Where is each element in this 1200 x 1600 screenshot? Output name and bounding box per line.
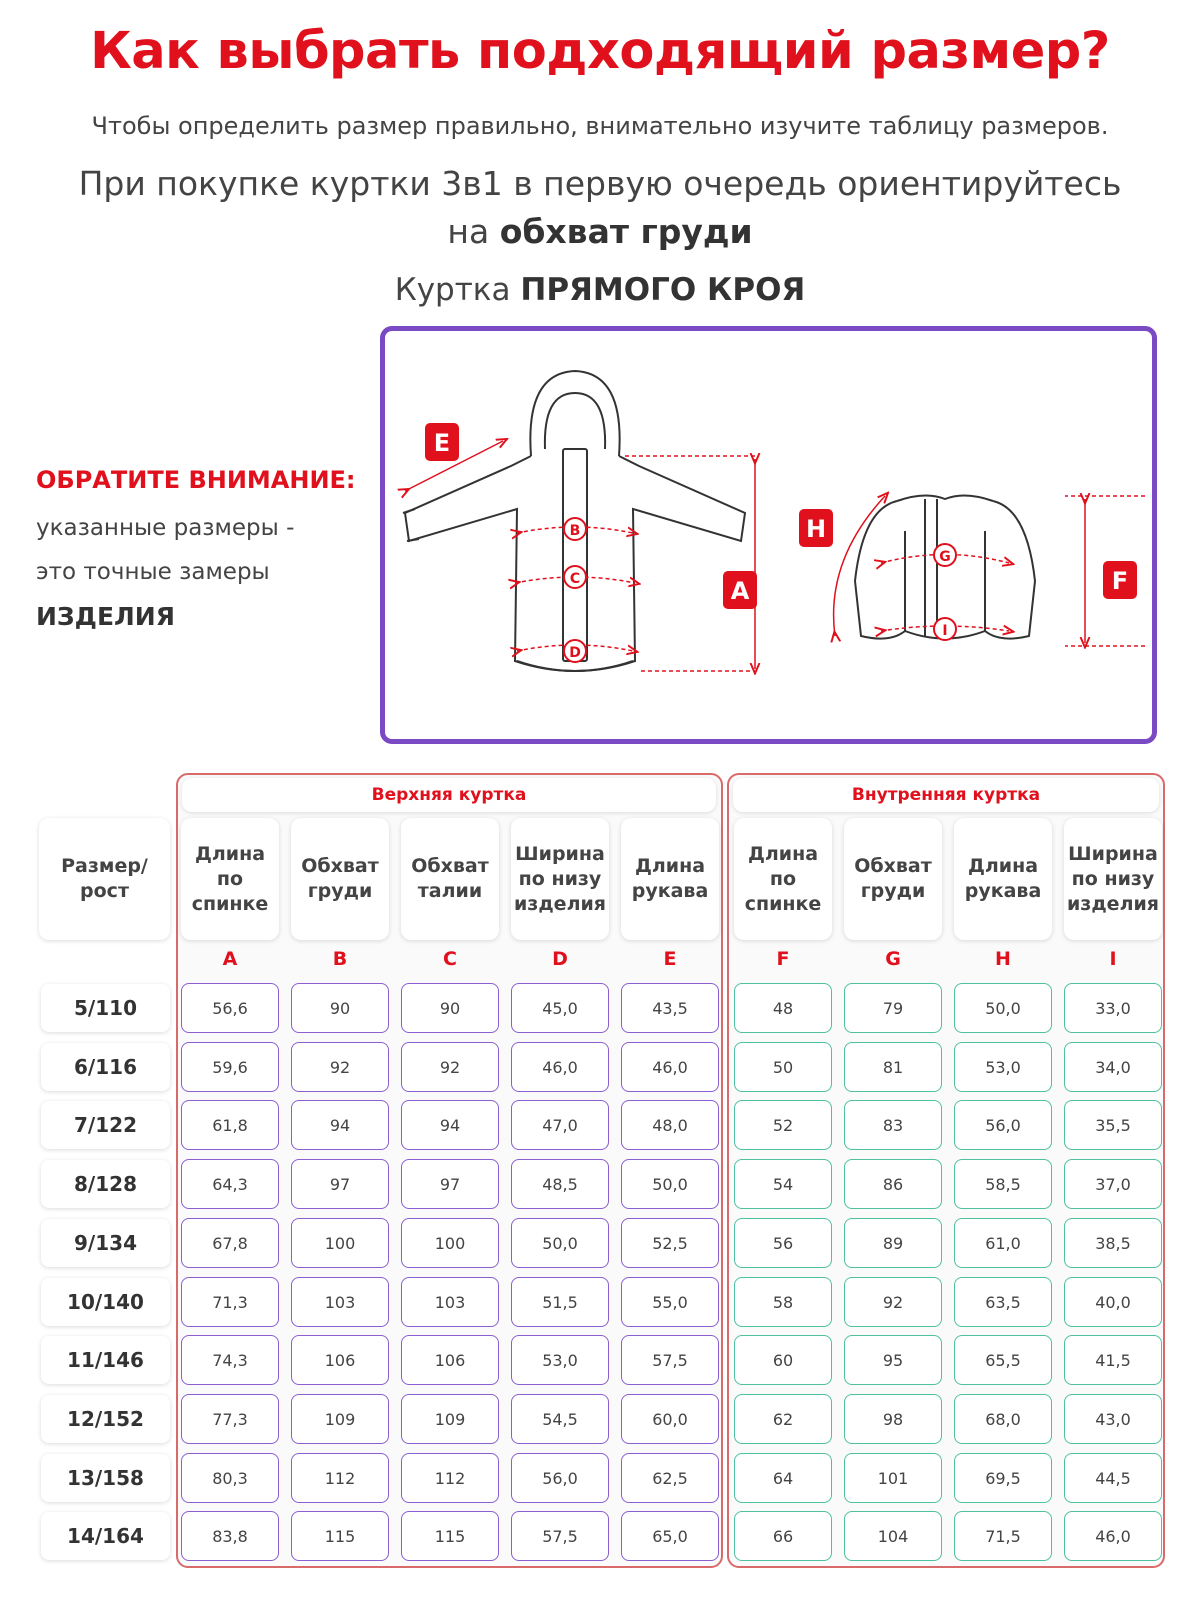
label-D: D: [569, 645, 581, 661]
jacket-diagram-panel: [380, 326, 1157, 744]
outer-value-cell: 109: [291, 1394, 389, 1444]
inner-value-cell: 79: [844, 983, 942, 1033]
label-H-marker: [799, 509, 833, 547]
outer-value-cell: 48,5: [511, 1159, 609, 1209]
inner-value-cell: 92: [844, 1277, 942, 1327]
inner-value-cell: 61,0: [954, 1218, 1052, 1268]
attention-line-2: это точные замеры: [36, 559, 270, 585]
inner-value-cell: 60: [734, 1335, 832, 1385]
label-E-marker: [425, 423, 459, 461]
outer-value-cell: 65,0: [621, 1511, 719, 1561]
outer-value-cell: 92: [291, 1042, 389, 1092]
inner-value-cell: 37,0: [1064, 1159, 1162, 1209]
outer-col-header-e: Длина рукава: [621, 818, 719, 940]
inner-value-cell: 83: [844, 1100, 942, 1150]
outer-value-cell: 100: [291, 1218, 389, 1268]
inner-value-cell: 66: [734, 1511, 832, 1561]
outer-group-title: Верхняя куртка: [371, 785, 527, 805]
outer-value-cell: 112: [291, 1453, 389, 1503]
label-G-marker: [934, 544, 956, 566]
inner-col-letter-f: F: [776, 948, 790, 970]
outer-value-cell: 59,6: [181, 1042, 279, 1092]
outer-value-cell: 54,5: [511, 1394, 609, 1444]
outer-col-header-c: Обхват талии: [401, 818, 499, 940]
outer-value-cell: 80,3: [181, 1453, 279, 1503]
outer-col-letter-d: D: [552, 948, 568, 970]
subtitle-chest-note: [0, 160, 1200, 256]
outer-value-cell: 60,0: [621, 1394, 719, 1444]
inner-value-cell: 56,0: [954, 1100, 1052, 1150]
outer-value-cell: 97: [401, 1159, 499, 1209]
subtitle-chest-line1: При покупке куртки 3в1 в первую очередь ориентируйтесь: [78, 164, 1122, 203]
inner-value-cell: 98: [844, 1394, 942, 1444]
outer-value-cell: 92: [401, 1042, 499, 1092]
label-A: A: [730, 577, 750, 605]
outer-col-letter-e: E: [663, 948, 677, 970]
inner-value-cell: 62: [734, 1394, 832, 1444]
outer-value-cell: 46,0: [621, 1042, 719, 1092]
cut-prefix: Куртка: [394, 272, 511, 308]
outer-value-cell: 106: [401, 1335, 499, 1385]
outer-group-title-bar: [182, 778, 716, 812]
inner-col-header-g: Обхват груди: [844, 818, 942, 940]
attention-heading: ОБРАТИТЕ ВНИМАНИЕ:: [36, 466, 356, 494]
outer-value-cell: 47,0: [511, 1100, 609, 1150]
inner-value-cell: 64: [734, 1453, 832, 1503]
row-size-label: 10/140: [41, 1278, 170, 1326]
inner-value-cell: 81: [844, 1042, 942, 1092]
label-B-marker: [564, 518, 586, 540]
inner-value-cell: 58,5: [954, 1159, 1052, 1209]
outer-value-cell: 61,8: [181, 1100, 279, 1150]
outer-col-letter-a: A: [222, 948, 238, 970]
inner-value-cell: 50: [734, 1042, 832, 1092]
label-E: E: [433, 429, 451, 457]
inner-value-cell: 50,0: [954, 983, 1052, 1033]
outer-value-cell: 71,3: [181, 1277, 279, 1327]
outer-value-cell: 48,0: [621, 1100, 719, 1150]
outer-value-cell: 52,5: [621, 1218, 719, 1268]
row-size-label: 8/128: [41, 1160, 170, 1208]
inner-value-cell: 35,5: [1064, 1100, 1162, 1150]
outer-value-cell: 64,3: [181, 1159, 279, 1209]
page-title: Как выбрать подходящий размер?: [90, 22, 1110, 81]
label-C: C: [569, 571, 581, 587]
inner-group-title: Внутренняя куртка: [851, 785, 1041, 805]
row-size-label: 5/110: [41, 984, 170, 1032]
inner-value-cell: 89: [844, 1218, 942, 1268]
label-F: F: [1111, 567, 1129, 595]
row-size-label: 7/122: [41, 1101, 170, 1149]
outer-col-header-d: Ширина по низу изделия: [511, 818, 609, 940]
outer-col-letter-c: C: [443, 948, 457, 970]
outer-value-cell: 94: [401, 1100, 499, 1150]
inner-value-cell: 104: [844, 1511, 942, 1561]
outer-value-cell: 115: [291, 1511, 389, 1561]
row-size-label: 9/134: [41, 1219, 170, 1267]
subtitle-chest-bold: обхват груди: [499, 212, 753, 251]
outer-value-cell: 74,3: [181, 1335, 279, 1385]
inner-value-cell: 48: [734, 983, 832, 1033]
subtitle-instruction: Чтобы определить размер правильно, внимательно изучите таблицу размеров.: [91, 112, 1109, 140]
inner-value-cell: 38,5: [1064, 1218, 1162, 1268]
row-size-label: 14/164: [41, 1512, 170, 1560]
inner-value-cell: 95: [844, 1335, 942, 1385]
outer-value-cell: 56,0: [511, 1453, 609, 1503]
outer-value-cell: 57,5: [621, 1335, 719, 1385]
inner-value-cell: 101: [844, 1453, 942, 1503]
label-I: I: [942, 623, 948, 639]
outer-value-cell: 50,0: [621, 1159, 719, 1209]
inner-value-cell: 53,0: [954, 1042, 1052, 1092]
outer-value-cell: 109: [401, 1394, 499, 1444]
label-F-marker: [1103, 561, 1137, 599]
inner-value-cell: 44,5: [1064, 1453, 1162, 1503]
cut-bold: ПРЯМОГО КРОЯ: [520, 272, 806, 308]
outer-value-cell: 67,8: [181, 1218, 279, 1268]
label-H: H: [805, 515, 827, 543]
inner-value-cell: 33,0: [1064, 983, 1162, 1033]
inner-value-cell: 34,0: [1064, 1042, 1162, 1092]
attention-line-1: указанные размеры -: [36, 515, 295, 541]
attention-bold: ИЗДЕЛИЯ: [36, 602, 175, 631]
inner-value-cell: 71,5: [954, 1511, 1052, 1561]
inner-col-header-i: Ширина по низу изделия: [1064, 818, 1162, 940]
inner-value-cell: 54: [734, 1159, 832, 1209]
label-C-marker: [564, 566, 586, 588]
inner-value-cell: 56: [734, 1218, 832, 1268]
outer-value-cell: 103: [401, 1277, 499, 1327]
outer-value-cell: 53,0: [511, 1335, 609, 1385]
outer-value-cell: 90: [291, 983, 389, 1033]
inner-value-cell: 68,0: [954, 1394, 1052, 1444]
outer-value-cell: 97: [291, 1159, 389, 1209]
subtitle-chest-line2: [0, 208, 1200, 256]
outer-col-header-a: Длина по спинке: [181, 818, 279, 940]
size-column-header: Размер/ рост: [39, 818, 170, 940]
inner-value-cell: 46,0: [1064, 1511, 1162, 1561]
label-A-marker: [723, 571, 757, 609]
inner-value-cell: 63,5: [954, 1277, 1052, 1327]
outer-value-cell: 43,5: [621, 983, 719, 1033]
outer-value-cell: 77,3: [181, 1394, 279, 1444]
inner-col-letter-i: I: [1109, 948, 1117, 970]
inner-value-cell: 86: [844, 1159, 942, 1209]
outer-col-letter-b: B: [332, 948, 348, 970]
outer-value-cell: 90: [401, 983, 499, 1033]
label-G: G: [939, 549, 951, 565]
outer-value-cell: 56,6: [181, 983, 279, 1033]
inner-col-header-h: Длина рукава: [954, 818, 1052, 940]
inner-value-cell: 69,5: [954, 1453, 1052, 1503]
label-I-marker: [934, 618, 956, 640]
inner-value-cell: 43,0: [1064, 1394, 1162, 1444]
inner-col-letter-h: H: [995, 948, 1011, 970]
row-size-label: 6/116: [41, 1043, 170, 1091]
outer-value-cell: 106: [291, 1335, 389, 1385]
outer-value-cell: 83,8: [181, 1511, 279, 1561]
label-B: B: [569, 523, 581, 539]
row-size-label: 12/152: [41, 1395, 170, 1443]
jacket-diagram: [385, 331, 1152, 739]
inner-value-cell: 41,5: [1064, 1335, 1162, 1385]
outer-value-cell: 62,5: [621, 1453, 719, 1503]
outer-value-cell: 100: [401, 1218, 499, 1268]
cut-type-heading: [0, 272, 1200, 308]
inner-value-cell: 40,0: [1064, 1277, 1162, 1327]
outer-value-cell: 94: [291, 1100, 389, 1150]
outer-value-cell: 103: [291, 1277, 389, 1327]
subtitle-chest-prefix: на: [447, 212, 490, 251]
outer-value-cell: 112: [401, 1453, 499, 1503]
inner-col-letter-g: G: [885, 948, 901, 970]
outer-value-cell: 57,5: [511, 1511, 609, 1561]
outer-value-cell: 45,0: [511, 983, 609, 1033]
inner-group-title-bar: [733, 778, 1159, 812]
outer-col-header-b: Обхват груди: [291, 818, 389, 940]
inner-value-cell: 58: [734, 1277, 832, 1327]
inner-value-cell: 52: [734, 1100, 832, 1150]
row-size-label: 13/158: [41, 1454, 170, 1502]
outer-value-cell: 115: [401, 1511, 499, 1561]
outer-value-cell: 46,0: [511, 1042, 609, 1092]
outer-value-cell: 51,5: [511, 1277, 609, 1327]
inner-value-cell: 65,5: [954, 1335, 1052, 1385]
inner-col-header-f: Длина по спинке: [734, 818, 832, 940]
outer-value-cell: 55,0: [621, 1277, 719, 1327]
row-size-label: 11/146: [41, 1336, 170, 1384]
outer-value-cell: 50,0: [511, 1218, 609, 1268]
label-D-marker: [564, 640, 586, 662]
